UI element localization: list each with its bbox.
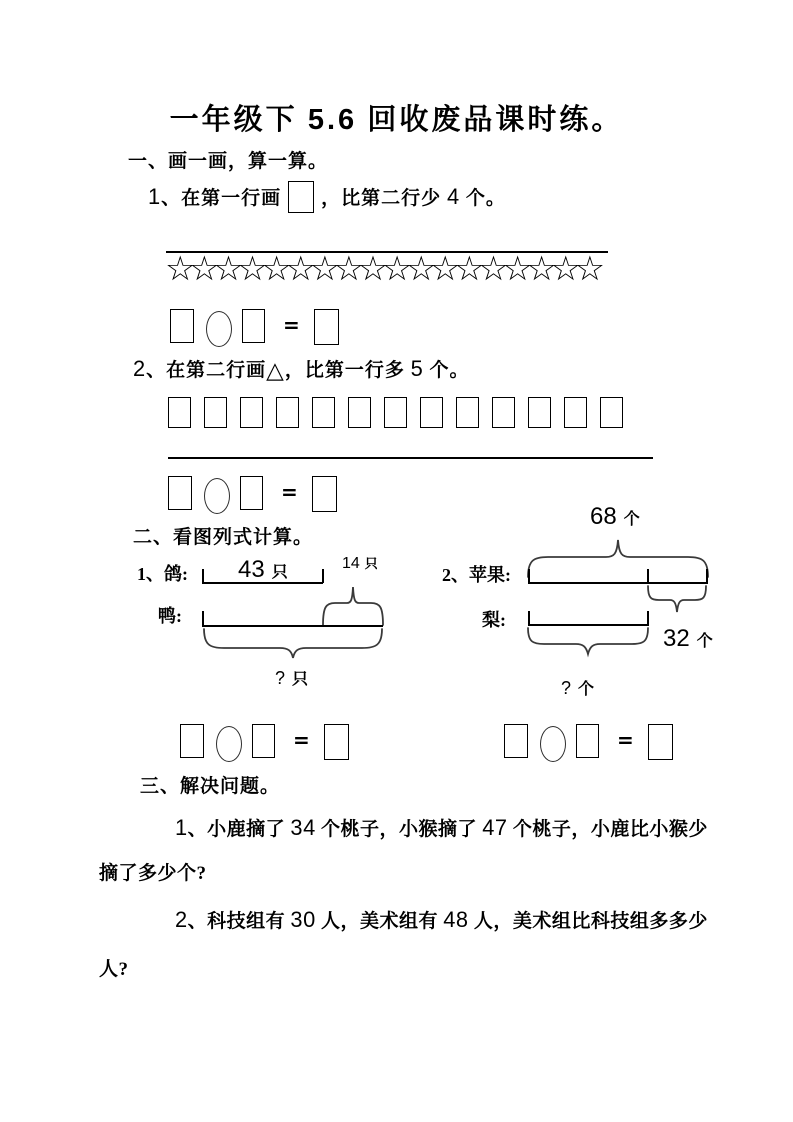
answer-box-inline xyxy=(288,181,314,213)
draw-item-1-post: ，比第二行少 4 个。 xyxy=(321,184,506,209)
star-icon: ☆ xyxy=(309,249,341,289)
star-icon: ☆ xyxy=(430,249,461,289)
pear-row-label: 梨: xyxy=(482,610,506,630)
star-icon: ☆ xyxy=(574,249,606,289)
word-problem-1-line-1: 1、小鹿摘了 34 个桃子，小猴摘了 47 个桃子，小鹿比小猴少 xyxy=(175,815,708,840)
pigeon-bar-tick-right xyxy=(322,569,324,583)
pear-under-brace xyxy=(526,627,650,657)
apple-total-label xyxy=(590,503,640,531)
drawing-answer-line xyxy=(168,457,653,459)
duck-question-mark: ? xyxy=(275,668,286,688)
duck-question-unit: 只 xyxy=(292,671,309,688)
pear-bar-line xyxy=(528,624,649,626)
pear-question-unit: 个 xyxy=(578,681,595,698)
equation-3 xyxy=(180,724,349,762)
square-shape xyxy=(528,397,551,428)
apple-bar-tick-left xyxy=(528,569,530,583)
apple-extra-number: 32 xyxy=(663,625,690,652)
draw-item-1 xyxy=(148,181,506,213)
apple-total-unit: 个 xyxy=(623,511,640,528)
duck-extra-unit: 只 xyxy=(364,556,378,571)
square-row xyxy=(168,397,636,433)
word-problem-1-line-2: 摘了多少个? xyxy=(99,863,207,884)
square-shape xyxy=(240,397,263,428)
operator-circle xyxy=(540,726,566,762)
pear-bar-tick-right xyxy=(647,611,649,625)
star-icon: ☆ xyxy=(333,249,365,289)
square-shape xyxy=(492,397,515,428)
answer-box xyxy=(312,476,337,512)
draw-item-2-post: ，比第一行多 5 个。 xyxy=(284,356,470,381)
star-icon: ☆ xyxy=(261,249,292,289)
pear-question-mark: ? xyxy=(561,678,572,698)
answer-box xyxy=(504,724,528,758)
answer-box xyxy=(324,724,349,760)
equation-1 xyxy=(170,309,339,347)
answer-box xyxy=(180,724,204,758)
duck-total-under-brace xyxy=(202,628,384,660)
answer-box xyxy=(242,309,265,343)
duck-bar-line xyxy=(202,625,383,627)
equals-sign: = xyxy=(281,480,298,504)
pigeon-count-number: 43 xyxy=(238,556,265,583)
apple-bar-tick-right xyxy=(706,569,708,583)
duck-extra-over-brace xyxy=(321,584,385,626)
operator-circle xyxy=(206,311,232,347)
square-shape xyxy=(384,397,407,428)
star-icon: ☆ xyxy=(189,249,220,289)
square-shape xyxy=(204,397,227,428)
square-shape xyxy=(348,397,371,428)
pigeon-count-unit: 只 xyxy=(271,564,288,581)
word-problem-2-line-1: 2、科技组有 30 人，美术组有 48 人，美术组比科技组多多少 xyxy=(175,907,708,932)
word-problem-2-line-2: 人? xyxy=(99,959,129,980)
answer-box xyxy=(648,724,673,760)
duck-row-label: 鸭: xyxy=(158,606,182,626)
square-shape xyxy=(564,397,587,428)
duck-extra-number: 14 xyxy=(342,555,360,572)
apple-bar-line xyxy=(528,582,708,584)
section-two-heading: 二、看图列式计算。 xyxy=(133,527,314,548)
apple-extra-unit: 个 xyxy=(696,633,713,650)
triangle-icon: △ xyxy=(266,358,285,384)
answer-box xyxy=(252,724,275,758)
pear-question-label xyxy=(561,676,594,699)
square-shape xyxy=(276,397,299,428)
star-icon: ☆ xyxy=(381,249,413,289)
pigeon-bar-tick-left xyxy=(202,569,204,583)
apple-bar-tick-middle xyxy=(647,569,649,583)
answer-box xyxy=(314,309,339,345)
answer-box xyxy=(240,476,263,510)
duck-bar-tick-left xyxy=(202,611,204,625)
pigeon-count-label xyxy=(238,556,288,584)
star-icon: ☆ xyxy=(165,249,196,289)
star-icon: ☆ xyxy=(550,249,581,289)
duck-extra-label xyxy=(342,553,378,573)
equals-sign: = xyxy=(293,728,310,752)
square-shape xyxy=(168,397,191,428)
operator-circle xyxy=(216,726,242,762)
apple-extra-under-brace xyxy=(646,585,708,615)
star-icon: ☆ xyxy=(213,249,244,289)
pigeon-row-label: 1、鸽: xyxy=(137,564,188,584)
star-icon: ☆ xyxy=(357,249,389,289)
answer-box xyxy=(170,309,194,343)
equation-4 xyxy=(504,724,673,762)
square-shape xyxy=(600,397,623,428)
apple-total-number: 68 xyxy=(590,503,617,530)
equation-2 xyxy=(168,476,337,514)
draw-item-2-pre: 2、在第二行画 xyxy=(133,356,267,381)
draw-item-2 xyxy=(133,355,470,384)
answer-box xyxy=(576,724,599,758)
section-one-heading: 一、画一画，算一算。 xyxy=(128,151,329,172)
duck-question-label xyxy=(275,666,308,689)
square-shape xyxy=(312,397,335,428)
apple-extra-label xyxy=(663,625,713,653)
square-shape xyxy=(456,397,479,428)
star-icon: ☆ xyxy=(237,249,268,289)
equals-sign: = xyxy=(617,728,634,752)
star-icon: ☆ xyxy=(405,249,437,289)
pear-bar-tick-left xyxy=(528,611,530,625)
operator-circle xyxy=(204,478,230,514)
star-icon: ☆ xyxy=(502,249,533,289)
star-icon: ☆ xyxy=(285,249,316,289)
section-three-heading: 三、解决问题。 xyxy=(140,776,281,797)
star-icon: ☆ xyxy=(478,249,509,289)
apple-total-over-brace xyxy=(526,536,710,578)
star-row xyxy=(165,249,606,289)
apple-row-label: 2、苹果: xyxy=(442,565,511,585)
page-title: 一年级下 5.6 回收废品课时练。 xyxy=(169,104,624,136)
star-icon: ☆ xyxy=(454,249,485,289)
draw-item-1-pre: 1、在第一行画 xyxy=(148,184,282,209)
star-icon: ☆ xyxy=(526,249,557,289)
equals-sign: = xyxy=(283,313,300,337)
square-shape xyxy=(420,397,443,428)
answer-box xyxy=(168,476,192,510)
